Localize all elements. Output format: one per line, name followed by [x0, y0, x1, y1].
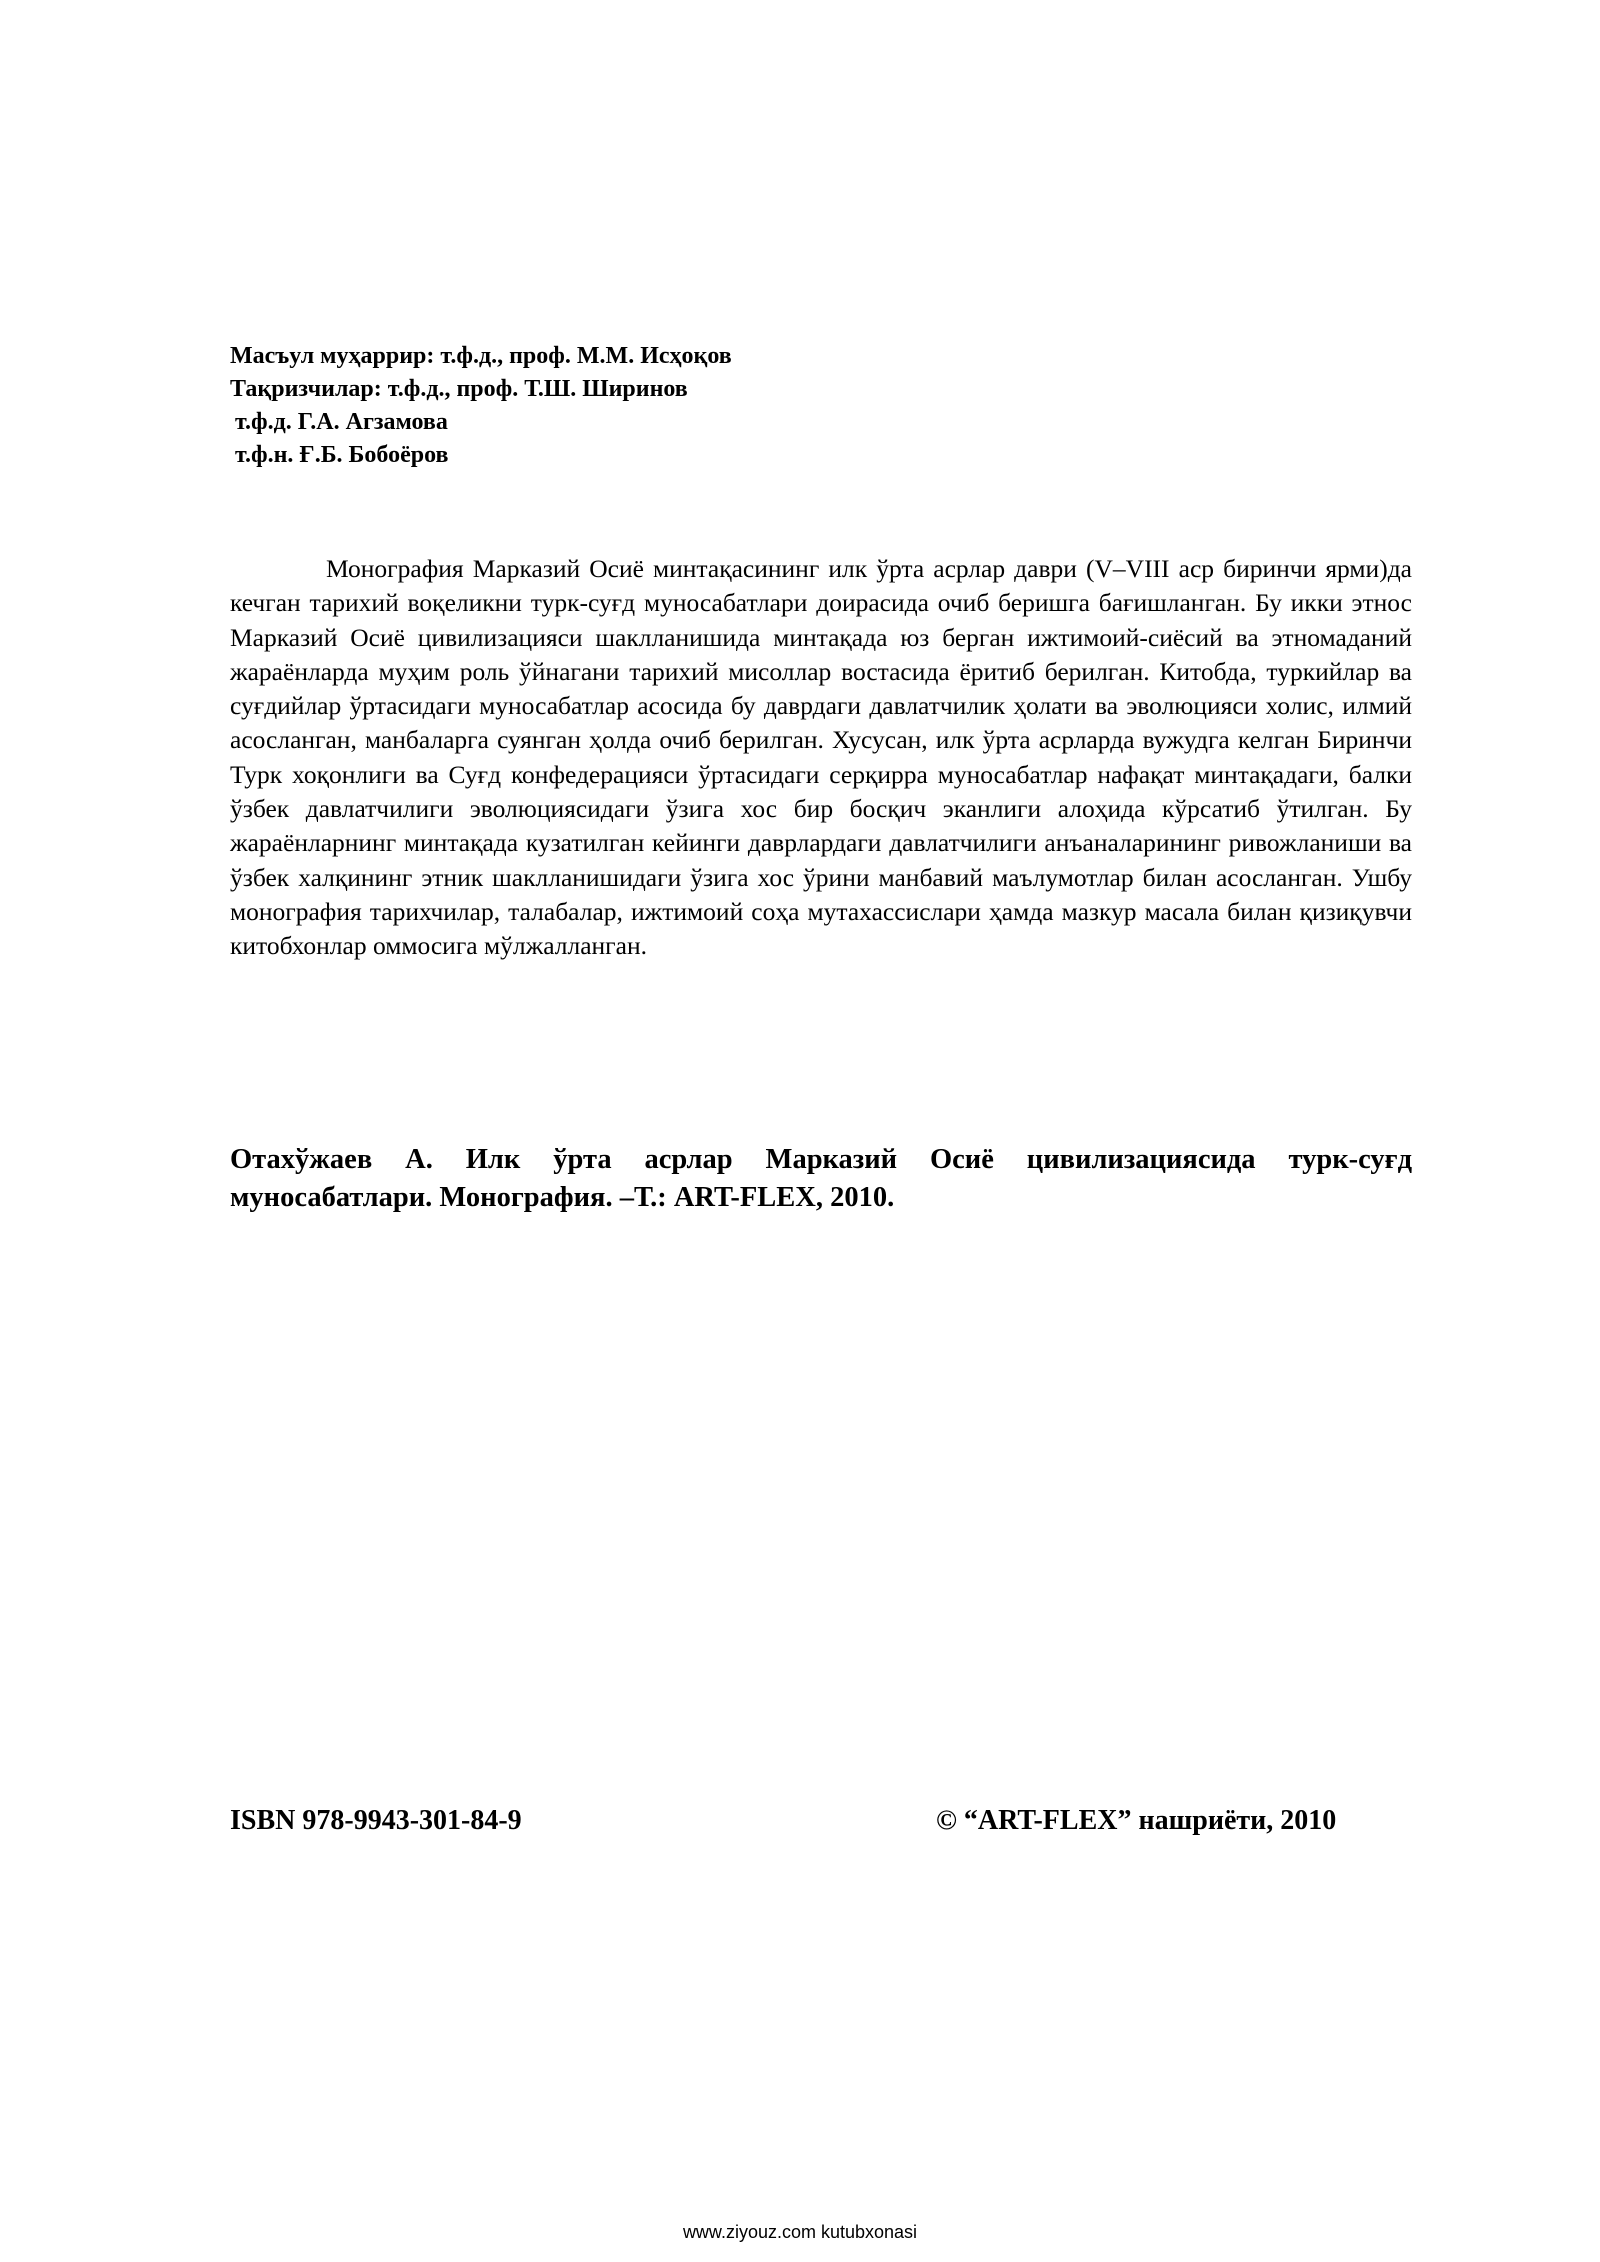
credits-block	[230, 340, 1130, 472]
reviewer-agzamova: т.ф.д. Г.А. Агзамова	[235, 409, 448, 435]
reviewers-heading: Тақризчилар: т.ф.д., проф. Т.Ш. Ширинов	[230, 376, 688, 402]
reviewer-boboyorov: т.ф.н. Ғ.Б. Бобоёров	[235, 442, 449, 468]
monograph-abstract: Монография Марказий Осиё минтақасининг илк ўрта асрлар даври (V–VIII аср биринчи ярми)да кечган тарихий воқеликни турк-суғд муносабатлари доирасида очиб беришга бағишланган. Бу икки этнос Марказий Осиё цивилизацияси шаклланишида минтақада юз берган ижтимоий-сиёсий ва этномаданий жараёнларда муҳим роль ўйнагани тарихий мисоллар востасида ёритиб берилган. Китобда, туркийлар ва суғдийлар ўртасидаги муносабатлар асосида бу даврдаги давлатчилик ҳолати ва эволюцияси холис, илмий асосланган, манбаларга суянган ҳолда очиб берилган. Хусусан, илк ўрта асрларда вужудга келган Биринчи Турк хоқонлиги ва Суғд конфедерацияси ўртасидаги серқирра муносабатлар нафақат минтақадаги, балки ўзбек давлатчилиги эволюциясидаги ўзига хос бир босқич эканлиги алоҳида кўрсатиб ўтилган. Бу жараёнларнинг минтақада кузатилган кейинги даврлардаги давлатчилиги анъаналарининг ривожланиши ва ўзбек халқининг этник шаклланишидаги ўзига хос ўрини манбавий маълумотлар билан асосланган. Ушбу монография тарихчилар, талабалар, ижтимоий соҳа мутахассислари ҳамда мазкур масала билан қизиқувчи китобхонлар оммосига мўлжалланган.	[230, 554, 1412, 961]
responsible-editor: Масъул муҳаррир: т.ф.д., проф. М.М. Исҳоқов	[230, 343, 732, 369]
bibliographic-citation: Отахўжаев А. Илк ўрта асрлар Марказий Осиё цивилизациясида турк-суғд муносабатлари. Монография. –Т.: ART-FLEX, 2010.	[230, 1144, 1412, 1213]
footer-source-link: www.ziyouz.com kutubxonasi	[682, 2222, 918, 2242]
copyright-notice: © “ART-FLEX” нашриёти, 2010	[936, 1805, 1337, 1836]
isbn-number: ISBN 978-9943-301-84-9	[230, 1805, 522, 1836]
